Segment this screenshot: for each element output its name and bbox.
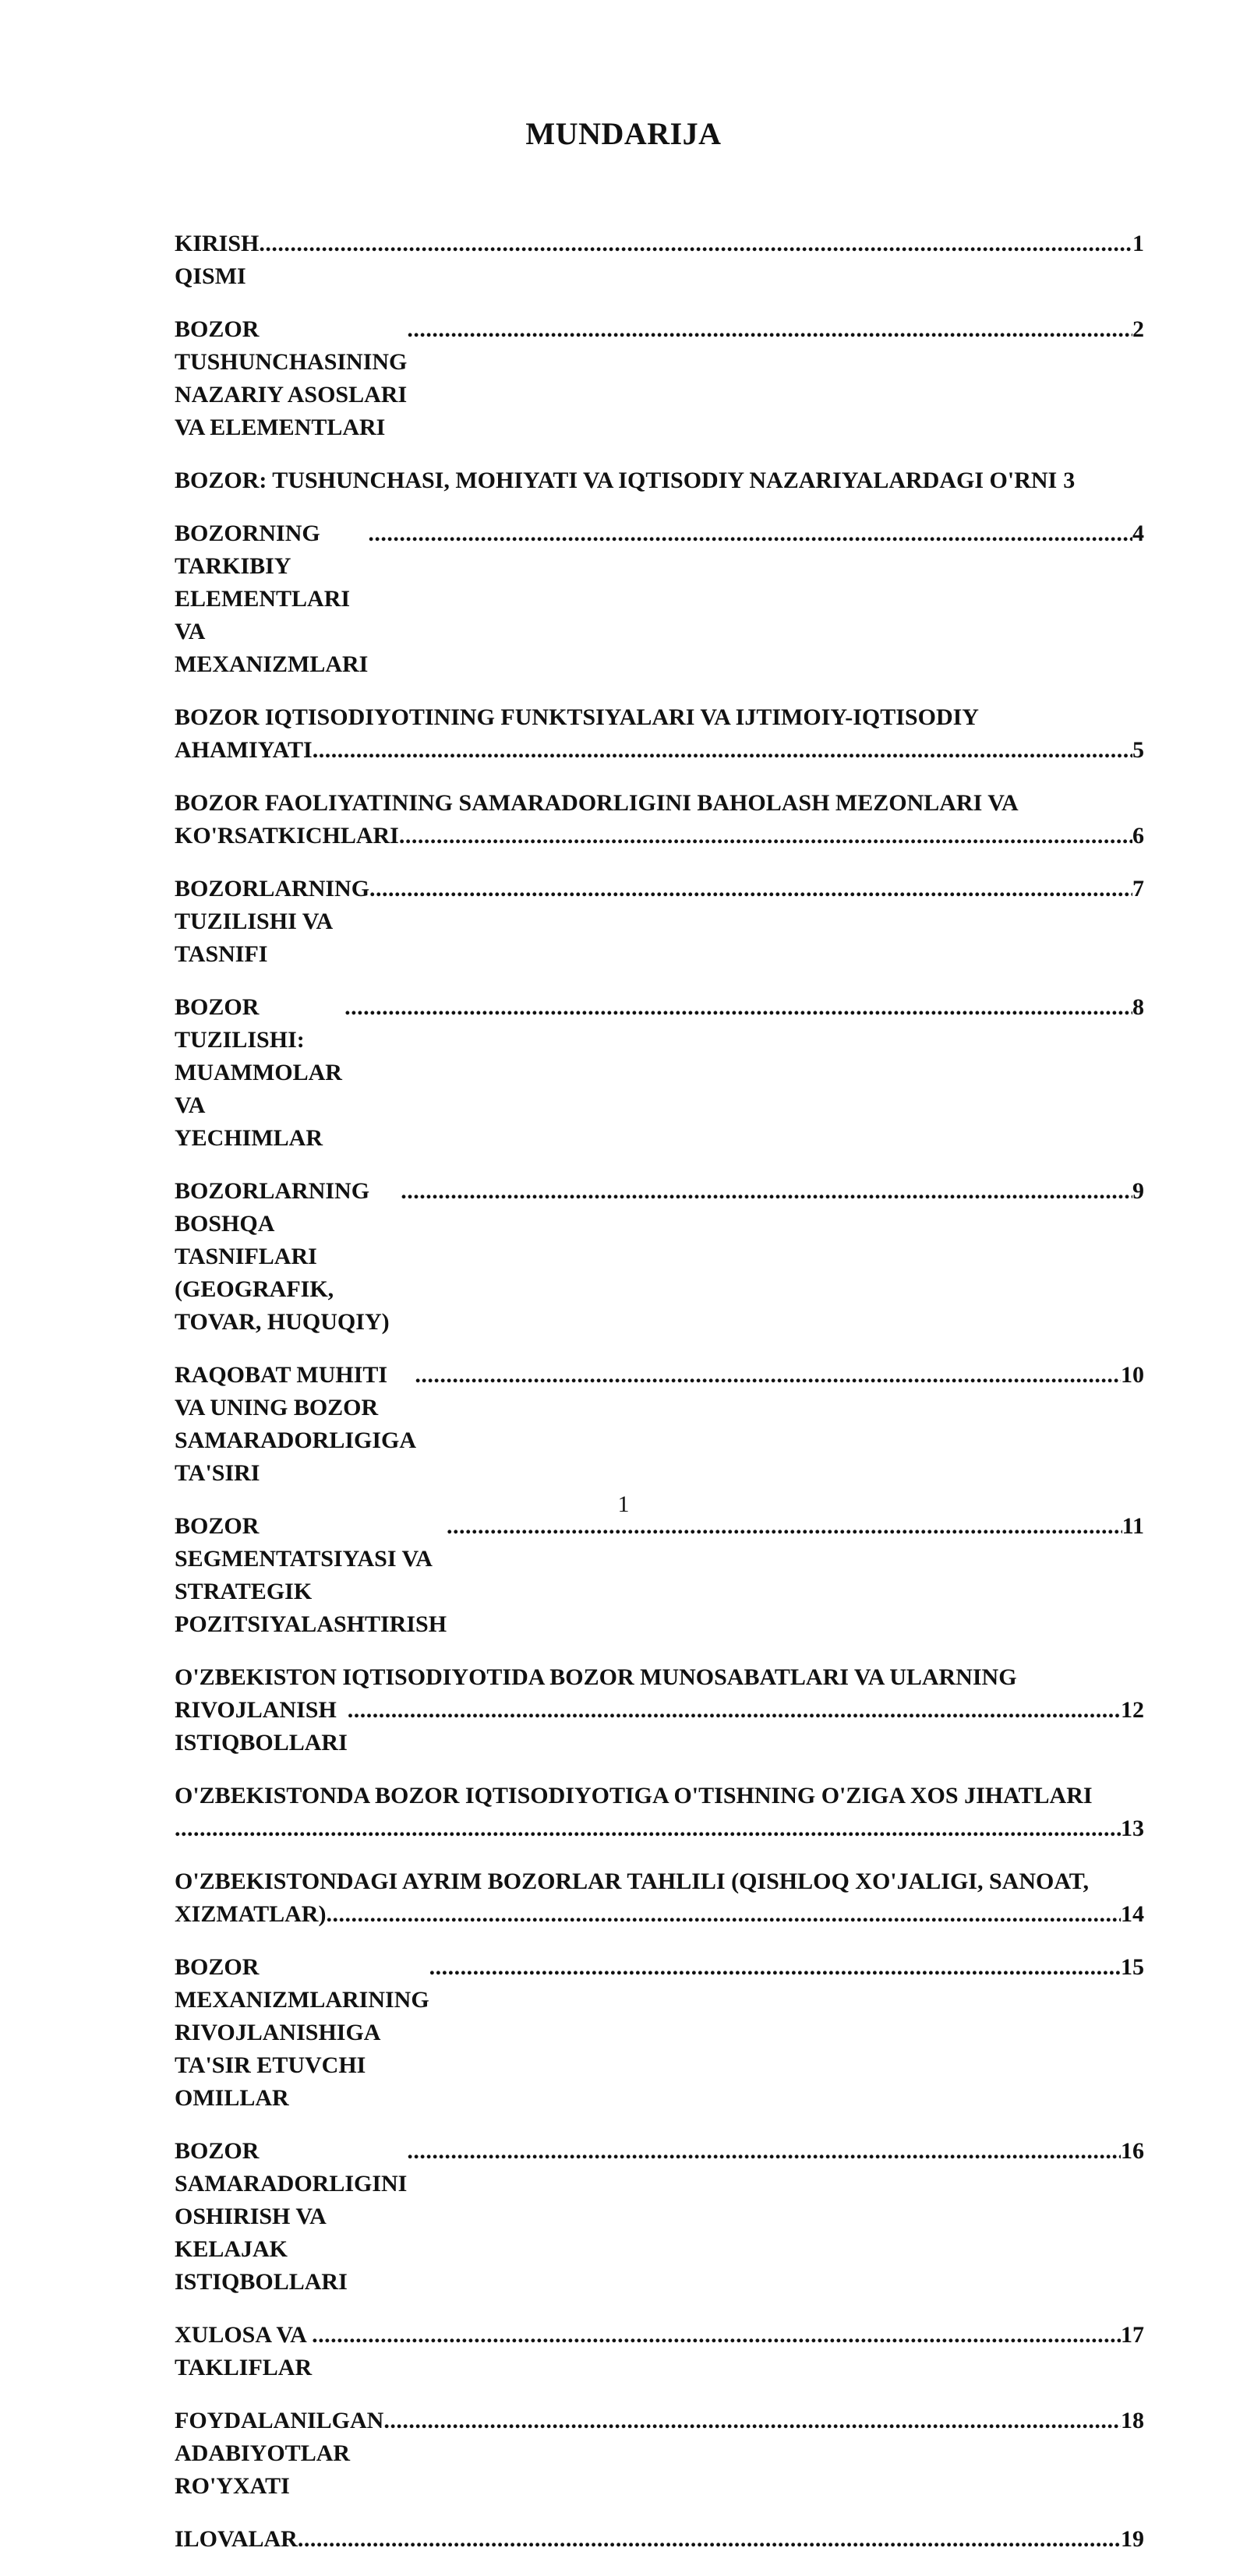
- toc-entry-page: 11: [1122, 1513, 1144, 1539]
- toc-entry-page: 2: [1132, 316, 1144, 342]
- dot-leader: [369, 873, 1132, 905]
- toc-entry-title: KO'RSATKICHLARI: [175, 823, 399, 849]
- toc-entry-title: FOYDALANILGAN ADABIYOTLAR RO'YXATI: [175, 2408, 384, 2499]
- toc-entry-page: 19: [1121, 2526, 1144, 2552]
- toc-entry[interactable]: [175, 991, 1144, 1155]
- toc-entry-page: 14: [1121, 1901, 1144, 1927]
- toc-entry-page: 16: [1121, 2138, 1144, 2164]
- toc-entry-title: BOZOR MEXANIZMLARINING RIVOJLANISHIGA TA'SIR ETUVCHI OMILLAR: [175, 1954, 429, 2111]
- toc-entry-title: ILOVALAR: [175, 2526, 298, 2552]
- toc-entry-title: BOZOR: TUSHUNCHASI, MOHIYATI VA IQTISODIY NAZARIYALARDAGI O'RNI: [175, 468, 1058, 493]
- toc-entry[interactable]: [175, 1951, 1144, 2115]
- toc-entry-page: 13: [1121, 1816, 1144, 1841]
- toc-entry-title: XULOSA VA TAKLIFLAR: [175, 2322, 313, 2380]
- toc-entry-title-line1: O'ZBEKISTON IQTISODIYOTIDA BOZOR MUNOSABATLARI VA ULARNING: [175, 1664, 1017, 1690]
- toc-entry-page: 5: [1132, 737, 1144, 763]
- toc-entry-page: 17: [1121, 2322, 1144, 2348]
- toc-entry-title-line1: O'ZBEKISTONDA BOZOR IQTISODIYOTIGA O'TISHNING O'ZIGA XOS JIHATLARI: [175, 1783, 1093, 1808]
- toc-entry[interactable]: [175, 1865, 1144, 1931]
- toc-entry[interactable]: [175, 517, 1144, 681]
- dot-leader: [259, 228, 1132, 260]
- toc-entry-page: 9: [1132, 1178, 1144, 1204]
- toc-entry-title: RAQOBAT MUHITI VA UNING BOZOR SAMARADORLIGIGA TA'SIRI: [175, 1362, 415, 1486]
- toc-entry-page: 6: [1132, 823, 1144, 849]
- toc-entry[interactable]: [175, 701, 1144, 767]
- toc-entry-page: 1: [1132, 231, 1144, 256]
- dot-leader: [368, 517, 1132, 550]
- dot-leader: [298, 2523, 1121, 2556]
- toc-entry-title: BOZOR TUSHUNCHASINING NAZARIY ASOSLARI VA ELEMENTLARI: [175, 316, 408, 440]
- dot-leader: [399, 820, 1132, 852]
- toc-entry[interactable]: [175, 787, 1144, 852]
- dot-leader: [407, 313, 1132, 346]
- toc-entry-title: XIZMATLAR): [175, 1901, 327, 1927]
- toc-entry[interactable]: [175, 2405, 1144, 2503]
- toc-entry-title: BOZORNING TARKIBIY ELEMENTLARI VA MEXANIZMLARI: [175, 520, 369, 677]
- toc-entry[interactable]: [175, 2319, 1144, 2384]
- dot-leader: [348, 1694, 1121, 1727]
- toc-entry[interactable]: [175, 2135, 1144, 2299]
- toc-entry[interactable]: [175, 1359, 1144, 1490]
- toc-entry-title: RIVOJLANISH ISTIQBOLLARI: [175, 1697, 348, 1756]
- toc-entry-page: 18: [1121, 2408, 1144, 2433]
- dot-leader: [415, 1359, 1121, 1392]
- dot-leader: [326, 1898, 1121, 1931]
- dot-leader: [401, 1175, 1132, 1208]
- toc-entry-page: 3: [1063, 468, 1076, 493]
- dot-leader: [344, 991, 1132, 1024]
- toc-entry[interactable]: [175, 464, 1144, 497]
- toc-entry-page: 12: [1121, 1697, 1144, 1723]
- toc-entry[interactable]: [175, 2523, 1144, 2556]
- toc-entry-title-line1: O'ZBEKISTONDAGI AYRIM BOZORLAR TAHLILI (QISHLOQ XO'JALIGI, SANOAT,: [175, 1868, 1090, 1894]
- table-of-contents: [175, 228, 1144, 2576]
- toc-entry-title: BOZOR SEGMENTATSIYASI VA STRATEGIK POZITSIYALASHTIRISH: [175, 1513, 447, 1637]
- toc-entry-title: AHAMIYATI: [175, 737, 313, 763]
- toc-entry-title-line1: BOZOR FAOLIYATINING SAMARADORLIGINI BAHOLASH MEZONLARI VA: [175, 790, 1019, 816]
- toc-entry[interactable]: [175, 1780, 1144, 1845]
- toc-entry[interactable]: [175, 1661, 1144, 1759]
- toc-entry[interactable]: [175, 1510, 1144, 1641]
- toc-entry-title-line1: BOZOR IQTISODIYOTINING FUNKTSIYALARI VA IJTIMOIY-IQTISODIY: [175, 704, 979, 730]
- page-number: 1: [617, 1491, 630, 1517]
- dot-leader: [383, 2405, 1121, 2437]
- dot-leader: [175, 1812, 1121, 1845]
- toc-entry-page: 7: [1132, 876, 1144, 902]
- dot-leader: [312, 2319, 1121, 2352]
- toc-entry-title: BOZOR TUZILISHI: MUAMMOLAR VA YECHIMLAR: [175, 994, 342, 1151]
- toc-entry-title: BOZORLARNING TUZILISHI VA TASNIFI: [175, 876, 370, 967]
- toc-entry[interactable]: [175, 873, 1144, 971]
- toc-entry-title: BOZOR SAMARADORLIGINI OSHIRISH VA KELAJAK ISTIQBOLLARI: [175, 2138, 408, 2295]
- page-title: MUNDARIJA: [525, 116, 722, 151]
- toc-entry[interactable]: [175, 313, 1144, 444]
- toc-entry[interactable]: [175, 228, 1144, 293]
- toc-entry[interactable]: [175, 1175, 1144, 1339]
- toc-entry-page: 10: [1121, 1362, 1144, 1388]
- dot-leader: [429, 1951, 1121, 1984]
- toc-entry-title: BOZORLARNING BOSHQA TASNIFLARI (GEOGRAFIK, TOVAR, HUQUQIY): [175, 1178, 390, 1335]
- toc-entry-page: 8: [1132, 994, 1144, 1020]
- toc-entry-page: 4: [1132, 520, 1144, 546]
- toc-entry-page: 15: [1121, 1954, 1144, 1980]
- dot-leader: [407, 2135, 1121, 2168]
- toc-entry-title: KIRISH QISMI: [175, 231, 260, 289]
- dot-leader: [313, 734, 1132, 767]
